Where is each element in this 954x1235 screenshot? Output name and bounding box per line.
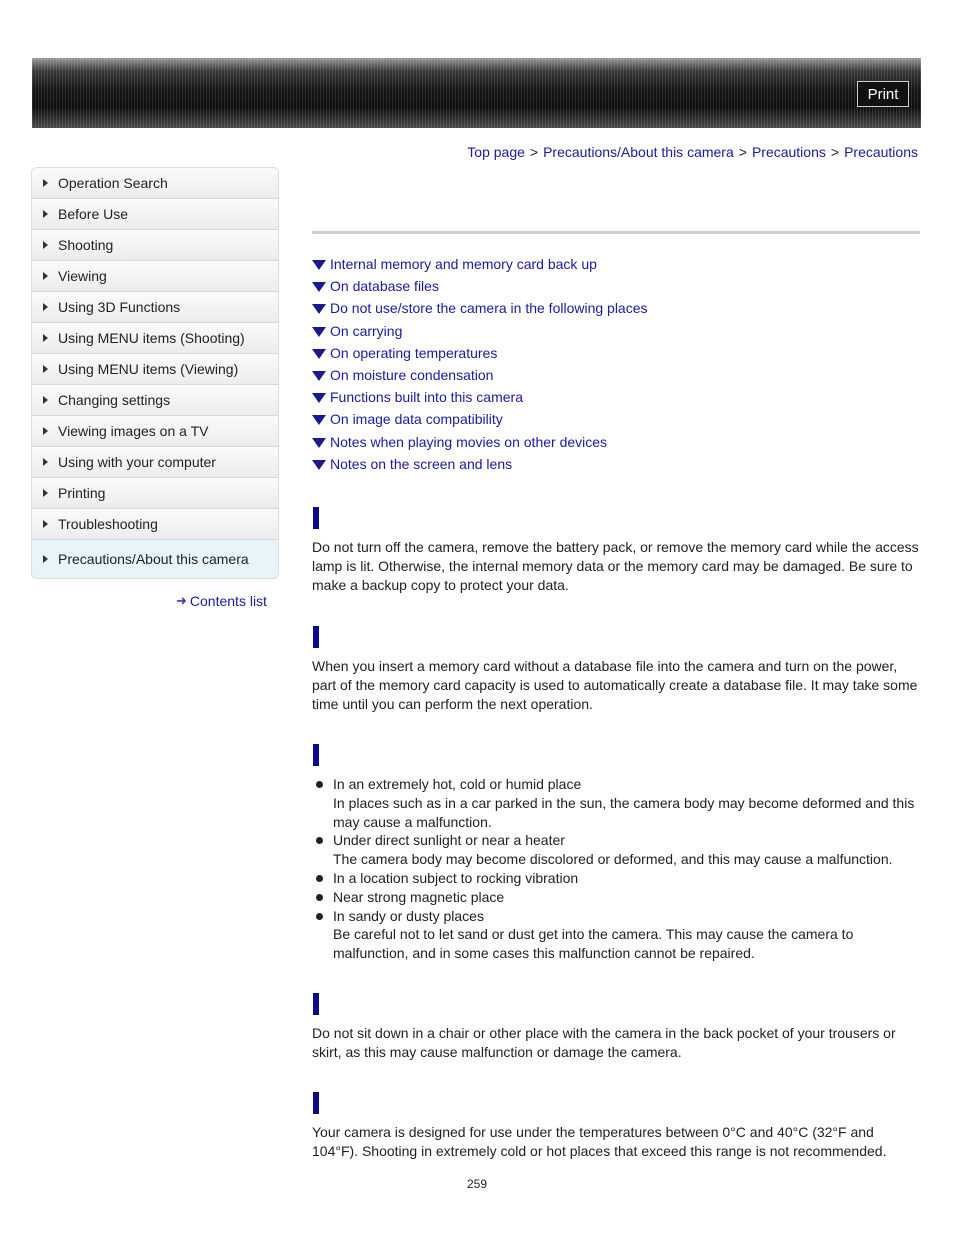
list-item-title: Under direct sunlight or near a heater <box>333 832 565 849</box>
list-item-detail: Be careful not to let sand or dust get into the camera. This may cause the camera to malfunction, and in some cases this malfunction cannot be repaired. <box>333 926 854 962</box>
sidebar-item-label: Troubleshooting <box>58 516 158 532</box>
triangle-right-icon <box>43 427 48 435</box>
section-marker <box>313 993 319 1015</box>
breadcrumb-separator: > <box>529 144 539 160</box>
sidebar-item-label: Viewing <box>58 268 107 284</box>
section-carrying-text: Do not sit down in a chair or other place with the camera in the back pocket of your trousers or skirt, as this may cause malfunction or damage the camera. <box>312 1025 896 1060</box>
breadcrumb-precautions-current[interactable]: Precautions <box>844 144 918 160</box>
title-divider <box>312 231 920 234</box>
sidebar-item-label: Using with your computer <box>58 454 216 470</box>
page-number: 259 <box>466 1177 488 1191</box>
sidebar-item-3d-functions[interactable] <box>32 292 278 323</box>
triangle-down-icon <box>312 327 326 337</box>
toc-item[interactable] <box>312 431 648 453</box>
toc-item[interactable] <box>312 386 648 408</box>
toc-link[interactable]: On moisture condensation <box>330 367 494 384</box>
toc-item[interactable] <box>312 342 648 364</box>
triangle-down-icon <box>312 304 326 314</box>
triangle-right-icon <box>43 520 48 528</box>
arrow-right-icon: ➜ <box>176 593 187 608</box>
section-backup-text: Do not turn off the camera, remove the battery pack, or remove the memory card while the access lamp is lit. Otherwise, the internal memory data or the memory card may be damaged. Be sure to make a backup copy to protect your data. <box>312 539 919 593</box>
contents-list-label: Contents list <box>189 593 267 609</box>
list-item-detail: The camera body may become discolored or deformed, and this may cause a malfunction. <box>333 851 893 868</box>
list-item-title: In an extremely hot, cold or humid place <box>333 776 582 792</box>
sidebar-item-shooting[interactable] <box>32 230 278 261</box>
triangle-right-icon <box>43 272 48 280</box>
sidebar-item-troubleshooting[interactable] <box>32 509 278 540</box>
bullet-icon <box>316 781 323 788</box>
triangle-down-icon <box>312 282 326 292</box>
breadcrumb-separator: > <box>738 144 747 160</box>
toc-link[interactable]: Internal memory and memory card back up <box>330 256 597 273</box>
section-database-text: When you insert a memory card without a database file into the camera and turn on the power, part of the memory card capacity is used to automatically create a database file. It may take some time until you can perform the next operation. <box>312 658 918 712</box>
triangle-down-icon <box>312 460 326 470</box>
sidebar-item-menu-shooting[interactable] <box>32 323 278 354</box>
contents-list-link[interactable] <box>176 593 267 609</box>
section-marker <box>313 1092 319 1114</box>
list-item <box>312 888 924 907</box>
toc-item[interactable] <box>312 364 648 386</box>
sidebar-item-label: Operation Search <box>58 175 168 191</box>
sidebar-item-label: Viewing images on a TV <box>58 423 209 439</box>
sidebar-item-operation-search[interactable] <box>32 168 278 199</box>
list-item <box>312 831 924 869</box>
triangle-right-icon <box>43 489 48 497</box>
sidebar-item-label: Using 3D Functions <box>58 299 181 315</box>
list-item-detail: In places such as in a car parked in the sun, the camera body may become deformed and this may cause a malfunction. <box>333 794 915 830</box>
list-item <box>312 907 924 963</box>
toc-item[interactable] <box>312 320 648 342</box>
triangle-down-icon <box>312 393 326 403</box>
bullet-icon <box>316 913 323 920</box>
print-button[interactable]: Print <box>857 81 909 107</box>
bullet-icon <box>316 894 323 901</box>
bullet-icon <box>316 837 323 844</box>
triangle-down-icon <box>312 371 326 381</box>
toc-item[interactable] <box>312 275 648 297</box>
toc-link[interactable]: Notes on the screen and lens <box>330 455 513 472</box>
toc-link[interactable]: On database files <box>330 278 439 295</box>
list-item-title: In a location subject to rocking vibration <box>333 869 579 886</box>
section-marker <box>313 507 319 529</box>
triangle-right-icon <box>43 334 48 342</box>
sidebar-item-label: Using MENU items (Viewing) <box>58 361 239 377</box>
triangle-down-icon <box>312 349 326 359</box>
toc-item[interactable] <box>312 453 648 475</box>
sidebar-item-viewing[interactable] <box>32 261 278 292</box>
toc-item[interactable] <box>312 408 648 430</box>
triangle-right-icon <box>43 210 48 218</box>
triangle-right-icon <box>43 458 48 466</box>
toc-link[interactable]: On operating temperatures <box>330 344 498 361</box>
triangle-right-icon <box>43 241 48 249</box>
sidebar-item-label: Changing settings <box>58 392 171 408</box>
sidebar-item-changing-settings[interactable] <box>32 385 278 416</box>
triangle-down-icon <box>312 260 326 270</box>
list-item-title: Near strong magnetic place <box>333 888 505 905</box>
toc-link[interactable]: Functions built into this camera <box>330 389 523 406</box>
breadcrumb-top-page[interactable]: Top page <box>467 144 525 160</box>
triangle-right-icon <box>43 303 48 311</box>
places-list <box>312 775 924 963</box>
breadcrumb-separator: > <box>830 144 840 160</box>
section-marker <box>313 744 319 766</box>
sidebar-item-printing[interactable] <box>32 478 278 509</box>
triangle-right-icon <box>43 396 48 404</box>
breadcrumb-precautions[interactable]: Precautions <box>751 144 826 160</box>
sidebar-item-label: Precautions/About this camera <box>58 551 249 567</box>
table-of-contents <box>312 253 648 475</box>
bullet-icon <box>316 875 323 882</box>
sidebar-item-label: Shooting <box>58 237 114 253</box>
header-banner <box>32 58 921 128</box>
sidebar-item-viewing-tv[interactable] <box>32 416 278 447</box>
triangle-right-icon <box>43 555 48 563</box>
sidebar-nav <box>31 167 279 579</box>
sidebar-item-label: Printing <box>58 485 106 501</box>
toc-link[interactable]: Do not use/store the camera in the following places <box>330 300 648 317</box>
section-temperatures-text: Your camera is designed for use under the temperatures between 0°C and 40°C (32°F and 104°F). Shooting in extremely cold or hot places that exceed this range is not recommended. <box>312 1124 887 1159</box>
list-item <box>312 869 924 888</box>
triangle-down-icon <box>312 438 326 448</box>
breadcrumb <box>467 144 918 160</box>
sidebar-item-computer[interactable] <box>32 447 278 478</box>
list-item-title: In sandy or dusty places <box>333 907 484 924</box>
triangle-right-icon <box>43 179 48 187</box>
sidebar-item-menu-viewing[interactable] <box>32 354 278 385</box>
toc-link[interactable]: On carrying <box>330 322 403 339</box>
toc-link[interactable]: Notes when playing movies on other devices <box>330 433 608 450</box>
toc-link[interactable]: On image data compatibility <box>330 411 503 428</box>
triangle-right-icon <box>43 365 48 373</box>
list-item <box>312 775 924 831</box>
toc-item[interactable] <box>312 253 648 275</box>
toc-item[interactable] <box>312 297 648 319</box>
triangle-down-icon <box>312 415 326 425</box>
sidebar-item-before-use[interactable] <box>32 199 278 230</box>
breadcrumb-precautions-about[interactable]: Precautions/About this camera <box>543 144 734 160</box>
section-marker <box>313 626 319 648</box>
sidebar-item-label: Before Use <box>58 206 129 222</box>
sidebar-item-label: Using MENU items (Shooting) <box>58 330 245 346</box>
sidebar-item-precautions[interactable] <box>32 540 278 578</box>
